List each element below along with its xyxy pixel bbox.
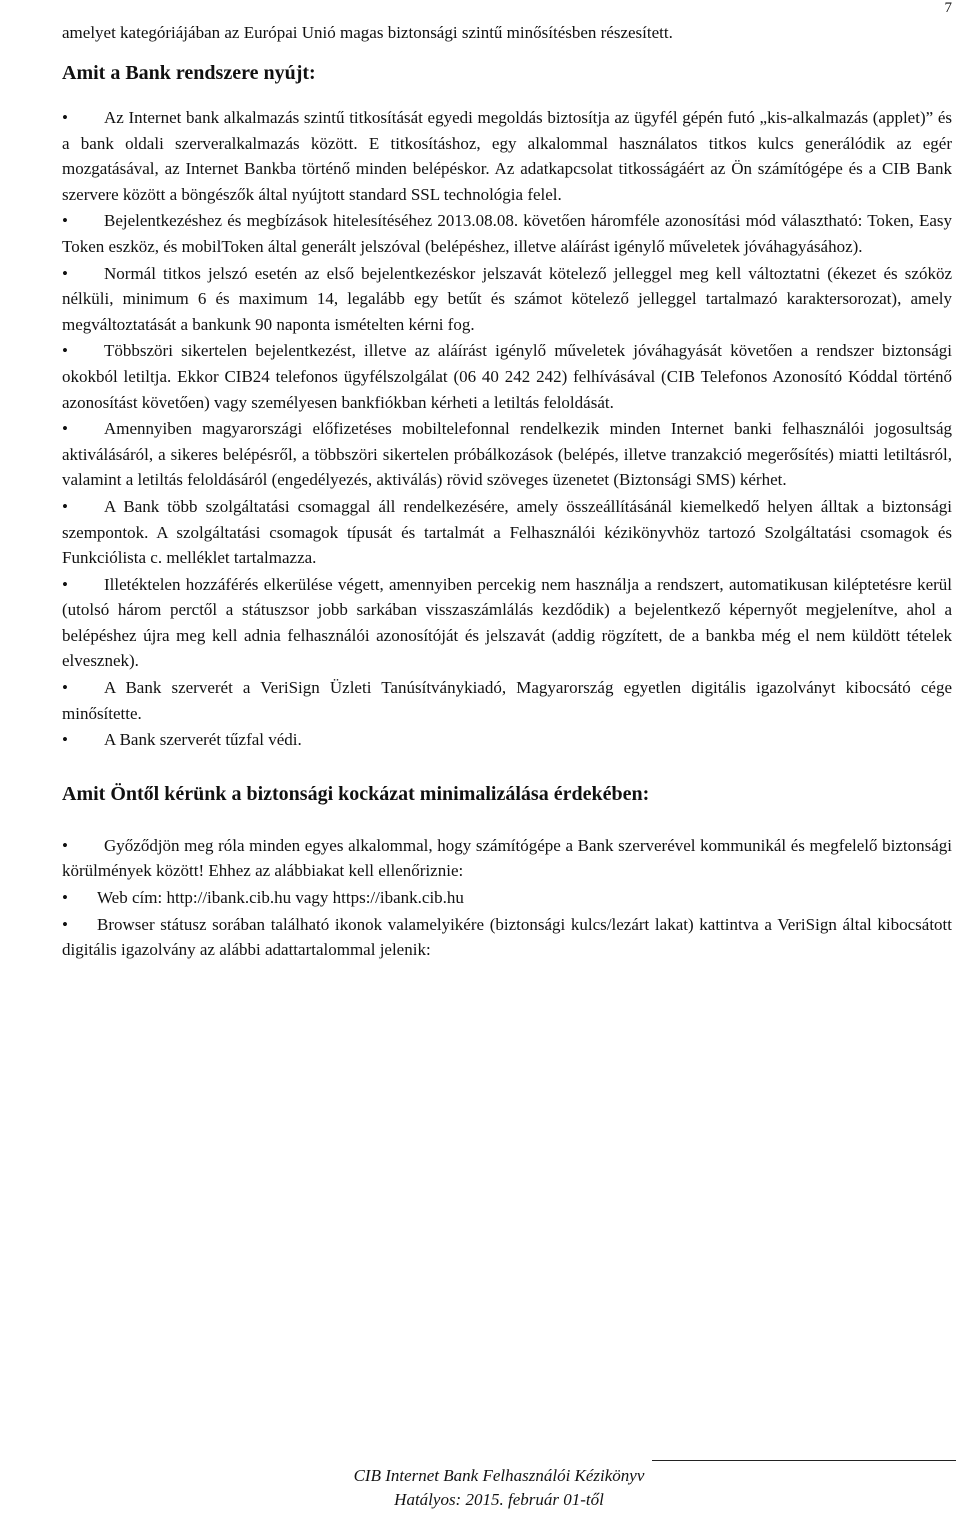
- footer-effective-date: Hatályos: 2015. február 01-től: [394, 1490, 604, 1509]
- bullet-icon: •: [62, 108, 68, 127]
- list-item: [62, 885, 952, 911]
- list-item: [62, 912, 952, 963]
- list-item-text: Illetéktelen hozzáférés elkerülése végett, amennyiben percekig nem használja a rendszert, automatikusan kiléptetésre kerül (utolsó három perctől a státuszsor jobb sarkában visszaszámlálás kezdődik) a bejelentkező képernyőt megjelenítve, ahol a belépéshez újra meg kell adnia felhasználói azonosítóját és jelszavát (addig rögzített, de a bankba még el nem küldött tételek elvesznek).: [62, 574, 952, 671]
- bullet-icon: •: [62, 419, 68, 439]
- list-item-text: Amennyiben magyarországi előfizetéses mobiltelefonnal rendelkezik minden Internet banki felhasználói jogosultság aktiválásáról, a sikeres belépésről, a többszöri sikertelen próbálkozások (belépés, illetve tranzakció megerősítés) miatti letiltásról, valamint a letiltás feloldásáról (engedélyezés, aktiválás) rövid szöveges üzenetet (Biztonsági SMS) kérhet.: [62, 419, 952, 490]
- list-item: [62, 727, 952, 753]
- list-item: [62, 675, 952, 726]
- list-item-text: Az Internet bank alkalmazás szintű titkosítását egyedi megoldás biztosítja az ügyfél gépén futó „kis-alkalmazás (applet)” és a bank oldali szerveralkalmazás között. E titkosításhoz, egy alkalommal használatos titkos kulcs generálódik az egér mozgatásával, az Internet Bankba történő minden belépéskor. Az adatkapcsolat titkosságáért az Ön számítógépe és a CIB Bank szervere között a böngészők által nyújtott standard SSL technológia felel.: [62, 108, 952, 204]
- list-item-text: Web cím: http://ibank.cib.hu vagy https://ibank.cib.hu: [97, 888, 464, 908]
- bullet-icon: •: [62, 678, 68, 698]
- bullet-icon: •: [62, 835, 68, 855]
- section-heading-bank-system: Amit a Bank rendszere nyújt:: [62, 62, 316, 84]
- list-item: [62, 261, 952, 338]
- list-item-text: Bejelentkezéshez és megbízások hitelesítéséhez 2013.08.08. követően háromféle azonosítási mód választható: Token, Easy Token eszköz, és mobilToken által generált jelszóval (belépéshez, illetve aláírást igénylő műveletek jóváhagyásához).: [62, 211, 952, 256]
- list-item: [62, 338, 952, 415]
- list-item: [62, 105, 952, 207]
- bullet-icon: •: [62, 574, 68, 594]
- page-number: 7: [944, 0, 952, 16]
- document-body: [62, 22, 952, 964]
- bullet-icon: •: [62, 914, 68, 934]
- list-item: [62, 208, 952, 259]
- client-requests-list: [62, 833, 952, 963]
- list-item: [62, 494, 952, 571]
- bullet-icon: •: [62, 341, 68, 361]
- list-item-text: A Bank több szolgáltatási csomaggal áll rendelkezésére, amely összeállításánál kiemelkedő helyen álltak a biztonsági szempontok. A szolgáltatási csomagok típusát és tartalmát a Felhasználói kézikönyvhöz tartozó Szolgáltatási csomagok és Funkciólista c. melléklet tartalmazza.: [62, 496, 952, 568]
- bullet-icon: •: [62, 888, 68, 908]
- footer-divider: [652, 1460, 956, 1461]
- bullet-icon: •: [62, 496, 68, 516]
- footer-title: CIB Internet Bank Felhasználói Kézikönyv: [353, 1466, 645, 1485]
- bullet-icon: •: [62, 211, 68, 231]
- section-heading-client-requests: Amit Öntől kérünk a biztonsági kockázat minimalizálása érdekében:: [62, 782, 650, 805]
- list-item-text: A Bank szerverét tűzfal védi.: [104, 730, 302, 750]
- list-item-text: Győződjön meg róla minden egyes alkalommal, hogy számítógépe a Bank szerverével kommunikál és megfelelő biztonsági körülmények között! Ehhez az alábbiakat kell ellenőriznie:: [62, 835, 952, 881]
- list-item-text: Browser státusz sorában található ikonok valamelyikére (biztonsági kulcs/lezárt lakat) kattintva a VeriSign által kibocsátott digitális igazolvány az alábbi adattartalommal jelenik:: [62, 914, 952, 960]
- list-item: [62, 416, 952, 493]
- bank-system-list: [62, 105, 952, 753]
- bullet-icon: •: [62, 263, 68, 283]
- list-item: [62, 833, 952, 884]
- list-item: [62, 572, 952, 674]
- list-item-text: A Bank szerverét a VeriSign Üzleti Tanúsítványkiadó, Magyarország egyetlen digitális igazolványt kibocsátó cége minősítette.: [62, 678, 952, 723]
- lead-paragraph: amelyet kategóriájában az Európai Unió magas biztonsági szintű minősítésben részesített.: [62, 23, 673, 42]
- list-item-text: Normál titkos jelszó esetén az első bejelentkezéskor jelszavát kötelező jelleggel meg kell változtatni (ékezet és szóköz nélküli, minimum 6 és maximum 14, legalább egy betűt és számot kötelező jelleggel tartalmazó karaktersorozat), amely megváltoztatását a bankunk 90 naponta ismételten kérni fog.: [62, 263, 952, 334]
- list-item-text: Többszöri sikertelen bejelentkezést, illetve az aláírást igénylő műveletek jóváhagyását követően a rendszer biztonsági okokból letiltja. Ekkor CIB24 telefonos ügyfélszolgálat (06 40 242 242) felhívásával (CIB Telefonos Azonosító Kóddal történő azonosítást követően) vagy személyesen bankfiókban kérheti a letiltás feloldását.: [62, 341, 952, 412]
- bullet-icon: •: [62, 730, 68, 750]
